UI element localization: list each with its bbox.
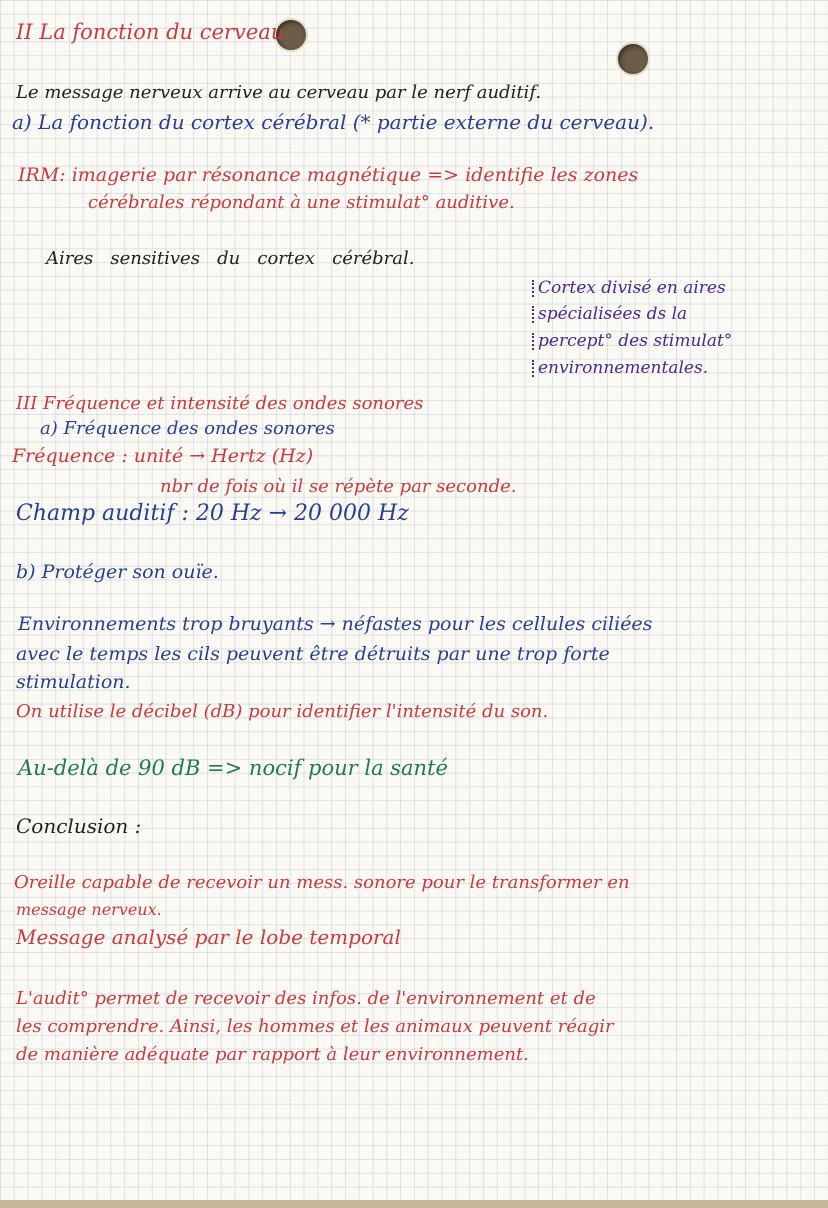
section-title-brain-function: II La fonction du cerveau. xyxy=(16,20,291,44)
note-decibel: On utilise le décibel (dB) pour identifier l'intensité du son. xyxy=(16,701,549,722)
conclusion-line-3: Message analysé par le lobe temporal xyxy=(16,925,401,949)
note-noisy-env-line-3: stimulation. xyxy=(16,671,131,693)
conclusion-line-2: message nerveux. xyxy=(16,900,162,919)
note-harmful-level: Au-delà de 90 dB => nocif pour la santé xyxy=(18,756,448,780)
note-hearing-range: Champ auditif : 20 Hz → 20 000 Hz xyxy=(16,501,409,526)
final-line-1: L'audit° permet de recevoir des infos. de l'environnement et de xyxy=(16,988,596,1009)
side-note-line-4: environnementales. xyxy=(532,360,708,377)
punch-hole-right xyxy=(618,44,648,74)
note-sensory-areas: Aires sensitives du cortex cérébral. xyxy=(46,248,415,269)
note-noisy-env-line-1: Environnements trop bruyants → néfastes pour les cellules ciliées xyxy=(18,613,653,635)
note-irm-line-1: IRM: imagerie par résonance magnétique => identifie les zones xyxy=(18,164,639,186)
final-line-3: de manière adéquate par rapport à leur environnement. xyxy=(16,1044,529,1065)
section-title-frequency-intensity: III Fréquence et intensité des ondes sonores xyxy=(16,393,424,414)
subheading-cortex-function: a) La fonction du cortex cérébral (* partie externe du cerveau). xyxy=(12,110,655,134)
note-irm-line-2: cérébrales répondant à une stimulat° auditive. xyxy=(88,192,515,213)
page-bottom-edge xyxy=(0,1200,828,1208)
note-frequency-definition: nbr de fois où il se répète par seconde. xyxy=(160,476,517,497)
subheading-protect-hearing: b) Protéger son ouïe. xyxy=(16,561,219,583)
note-nerve-message: Le message nerveux arrive au cerveau par le nerf auditif. xyxy=(16,82,542,103)
note-noisy-env-line-2: avec le temps les cils peuvent être détruits par une trop forte xyxy=(16,643,610,665)
heading-conclusion: Conclusion : xyxy=(16,814,142,838)
conclusion-line-1: Oreille capable de recevoir un mess. sonore pour le transformer en xyxy=(14,872,630,893)
final-line-2: les comprendre. Ainsi, les hommes et les animaux peuvent réagir xyxy=(16,1016,614,1037)
note-frequency-unit: Fréquence : unité → Hertz (Hz) xyxy=(12,445,314,467)
side-note-line-1: Cortex divisé en aires xyxy=(532,280,726,297)
subheading-sound-frequency: a) Fréquence des ondes sonores xyxy=(40,418,335,439)
side-note-line-2: spécialisées ds la xyxy=(532,306,687,323)
side-note-line-3: percept° des stimulat° xyxy=(532,333,732,350)
